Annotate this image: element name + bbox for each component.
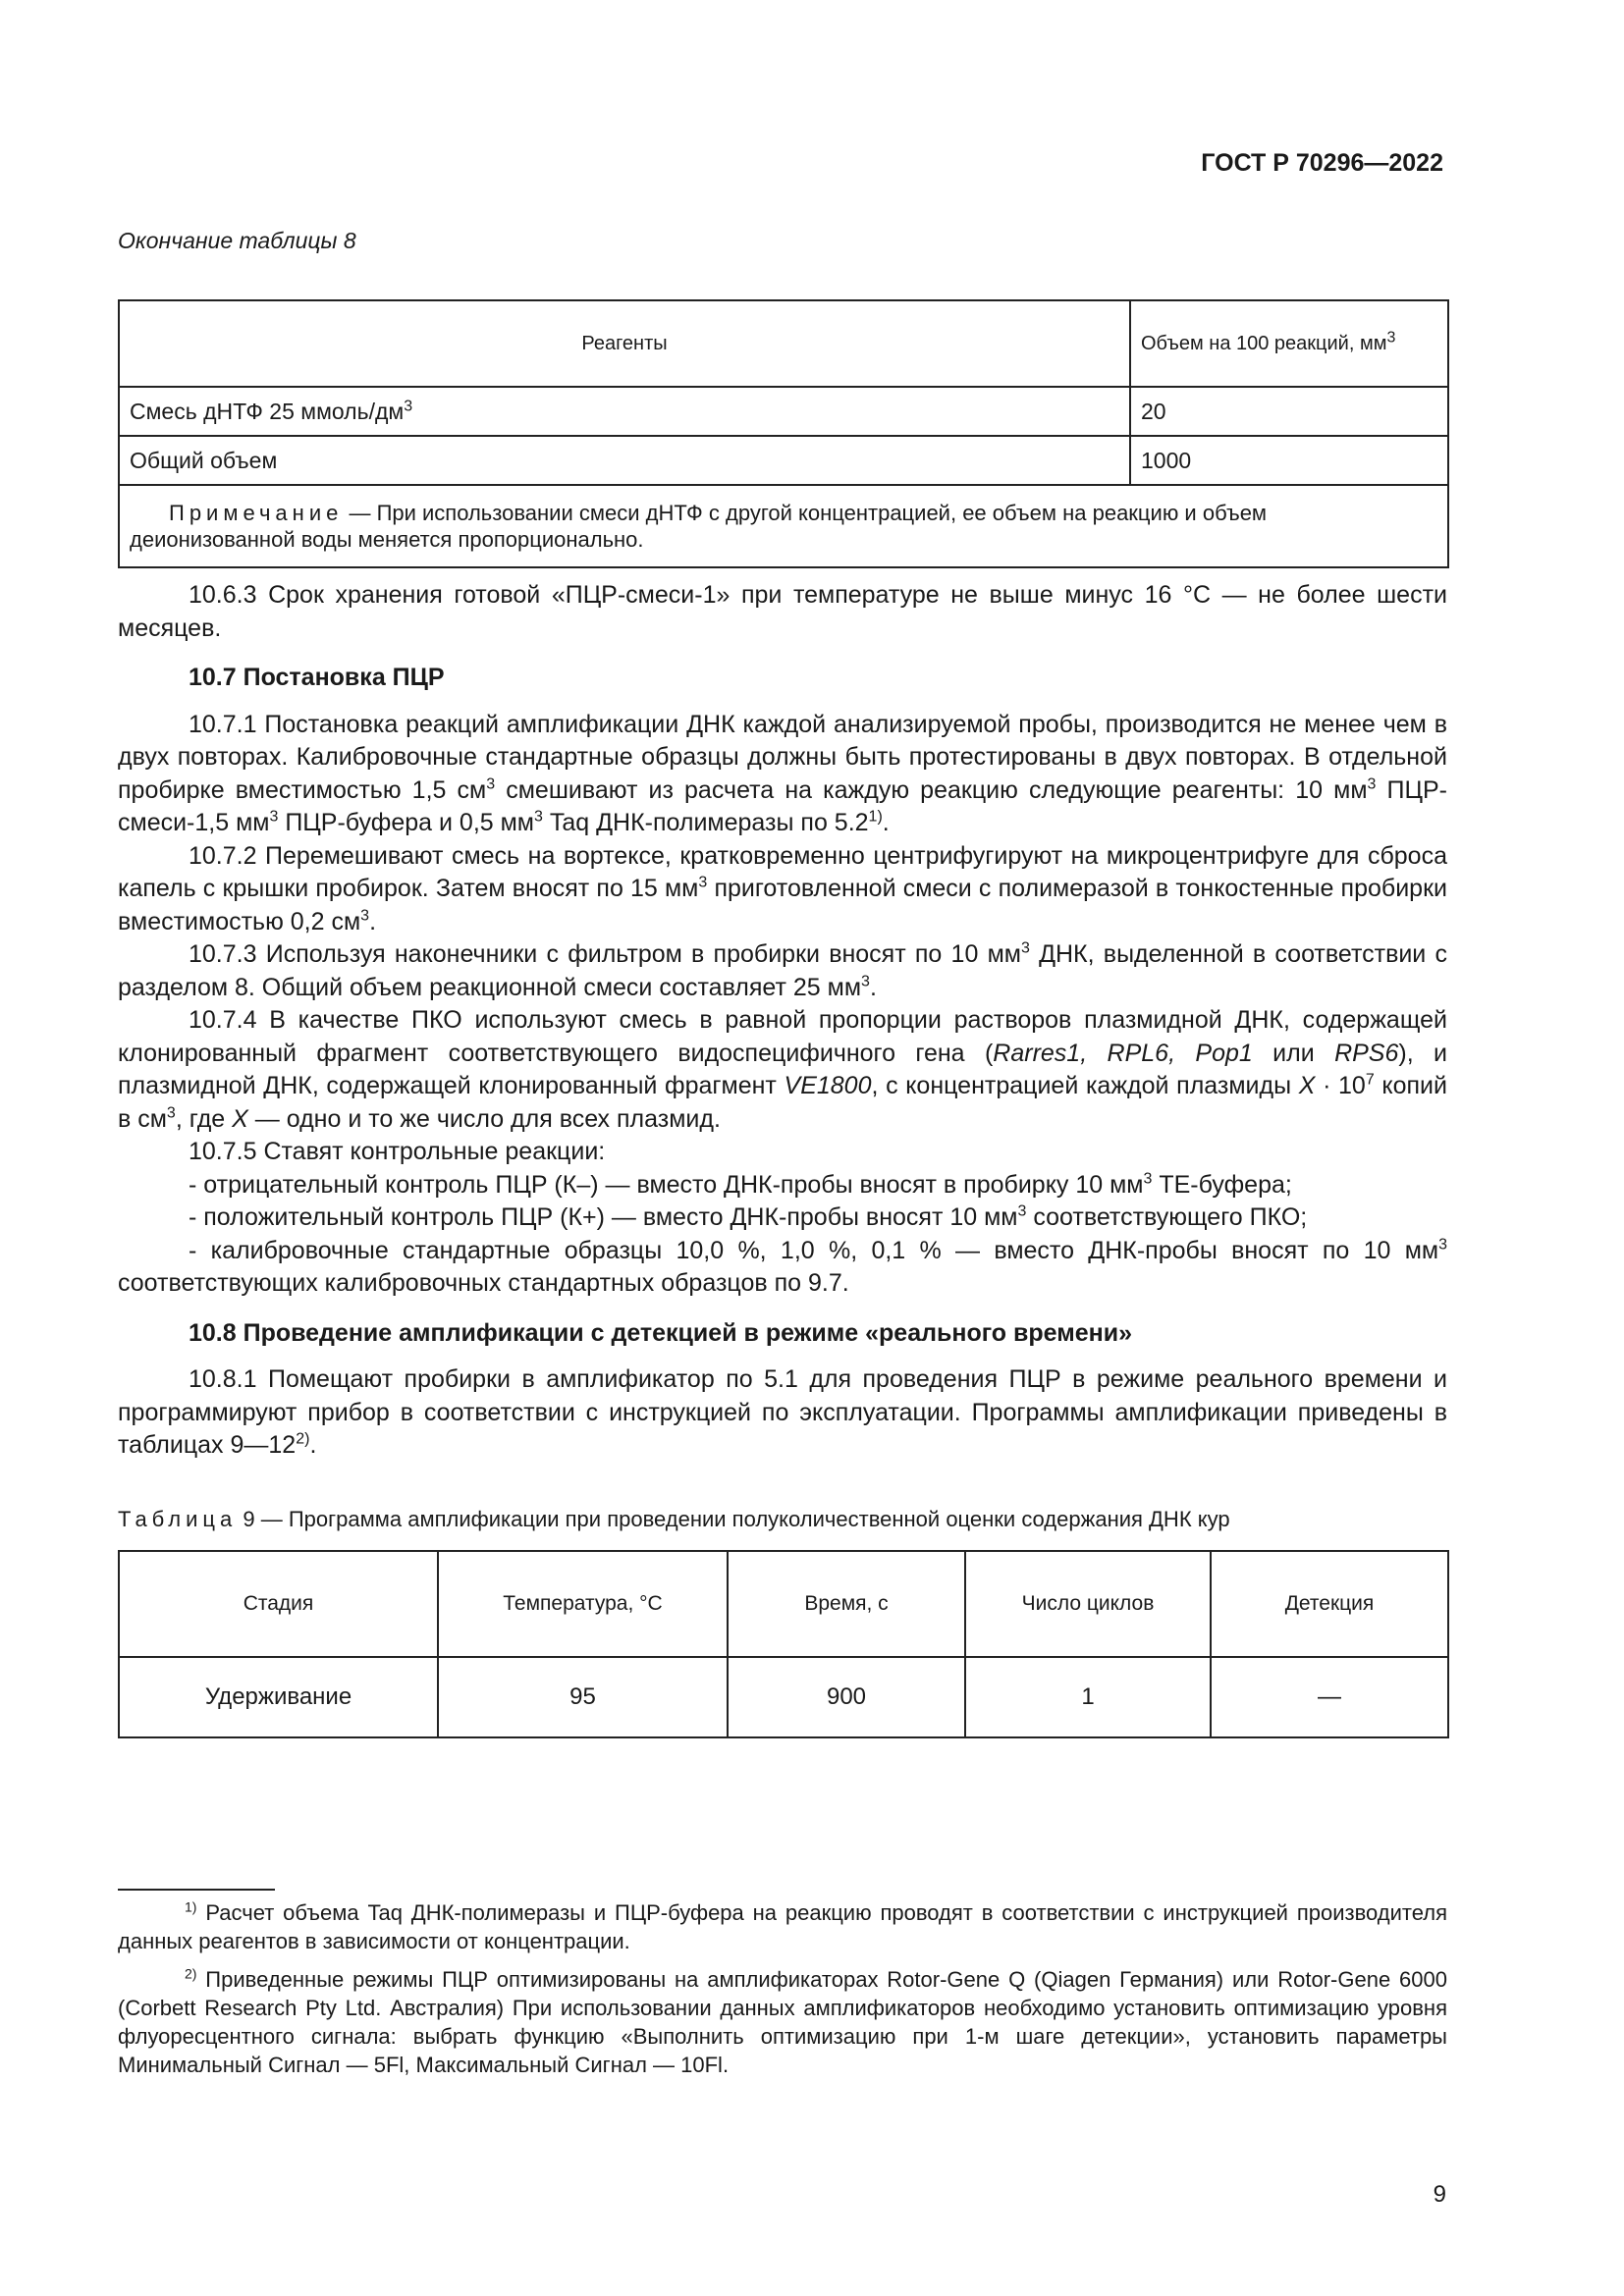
footnote-ref-2: 2) bbox=[296, 1430, 310, 1448]
document-code: ГОСТ Р 70296—2022 bbox=[1201, 149, 1443, 177]
table8-cell-reagent: Смесь дНТФ 25 ммоль/$дм^3$ bbox=[119, 387, 1130, 436]
list-item: - калибровочные стандартные образцы 10,0 %, 1,0 %, 0,1 % — вместо ДНК-пробы вносят по 10 $мм^3$ соответствующих калибровочных стандартных образцов по 9.7. bbox=[118, 1236, 1447, 1297]
table9-header-cycles: Число циклов bbox=[965, 1551, 1211, 1657]
table9-cell-temperature: 95 bbox=[438, 1657, 728, 1737]
list-item: - положительный контроль ПЦР (К+) — вместо ДНК-пробы вносят 10 $мм^3$ соответствующего ПКО; bbox=[189, 1202, 1308, 1231]
table8-header-volume: Объем на 100 реакций, $мм^3$ bbox=[1130, 300, 1448, 387]
footnote-separator bbox=[118, 1889, 275, 1891]
table9-header-time: Время, с bbox=[728, 1551, 965, 1657]
table9-header-row bbox=[119, 1551, 1448, 1657]
table9-cell-time: 900 bbox=[728, 1657, 965, 1737]
paragraph-10-7-1: 10.7.1 Постановка реакций амплификации ДНК каждой анализируемой пробы, производится не менее чем в двух повторах. Калибровочные стандартные образцы должны быть протестированы в двух повторах. В отдельной пробирке вместимостью 1,5 $см^3$ смешивают из расчета на каждую реакцию следующие реагенты: 10 $мм^3$ ПЦР-смеси-1,5 $мм^3$ ПЦР-буфера и 0,5 $мм^3$ Taq ДНК-полимеразы по 5.2$^{1)}$. bbox=[118, 710, 1447, 836]
footnotes bbox=[118, 1898, 1447, 2079]
footnote-1: $^{1)}$ Расчет объема Taq ДНК-полимеразы и ПЦР-буфера на реакцию проводят в соответствии с инструкцией производителя данных реагентов в зависимости от концентрации. bbox=[118, 1898, 1447, 1953]
table9-caption: Таблица 9 — Программа амплификации при проведении полуколичественной оценки содержания ДНК кур bbox=[118, 1507, 1230, 1531]
table8-note-row bbox=[119, 485, 1448, 567]
table8-header-reagents: Реагенты bbox=[119, 300, 1130, 387]
list-item: - отрицательный контроль ПЦР (К–) — вместо ДНК-пробы вносят в пробирку 10 $мм^3$ ТЕ-буфера; bbox=[189, 1170, 1292, 1199]
table-row bbox=[119, 1657, 1448, 1737]
table-8 bbox=[118, 299, 1449, 568]
table9-cell-detection: — bbox=[1211, 1657, 1448, 1737]
table9-header-detection: Детекция bbox=[1211, 1551, 1448, 1657]
table8-cell-volume: 20 bbox=[1130, 387, 1448, 436]
footnote-2: $^{2)}$ Приведенные режимы ПЦР оптимизированы на амплификаторах Rotor-Gene Q (Qiagen Германия) или Rotor-Gene 6000 (Corbett Research Pty Ltd. Австралия) При использовании данных амплификаторов необходимо установить оптимизацию уровня флуоресцентного сигнала: выбрать функцию «Выполнить оптимизацию при 1-м шаге детекции», установить параметры Минимальный Сигнал — 5Fl, Максимальный Сигнал — 10Fl. bbox=[118, 1965, 1447, 2077]
table8-cell-reagent: Общий объем bbox=[119, 436, 1130, 485]
paragraph-10-6-3: 10.6.3 Срок хранения готовой «ПЦР-смеси-1» при температуре не выше минус 16 °С — не более шести месяцев. bbox=[118, 581, 1447, 642]
section-heading-10-7: 10.7 Постановка ПЦР bbox=[189, 664, 445, 691]
table-9 bbox=[118, 1550, 1449, 1738]
table9-header-temperature: Температура, °С bbox=[438, 1551, 728, 1657]
paragraph-10-7-2: 10.7.2 Перемешивают смесь на вортексе, кратковременно центрифугируют на микроцентрифуге для сброса капель с крышки пробирок. Затем вносят по 15 $мм^3$ приготовленной смеси с полимеразой в тонкостенные пробирки вместимостью 0,2 $см^3$. bbox=[118, 841, 1447, 935]
table8-note: Примечание — При использовании смеси дНТФ с другой концентрацией, ее объем на реакцию и объем деионизованной воды меняется пропорционально. bbox=[119, 485, 1448, 567]
table9-cell-cycles: 1 bbox=[965, 1657, 1211, 1737]
table8-header-row bbox=[119, 300, 1448, 387]
table9-cell-stage: Удерживание bbox=[119, 1657, 438, 1737]
paragraph-10-7-5: 10.7.5 Ставят контрольные реакции: bbox=[189, 1138, 606, 1165]
main-text bbox=[118, 579, 1447, 1463]
table8-cell-volume: 1000 bbox=[1130, 436, 1448, 485]
paragraph-10-8-1: 10.8.1 Помещают пробирки в амплификатор по 5.1 для проведения ПЦР в режиме реального времени и программируют прибор в соответствии с инструкцией по эксплуатации. Программы амплификации приведены в таблицах 9—12$^{2)}$. bbox=[118, 1365, 1447, 1459]
section-heading-10-8: 10.8 Проведение амплификации с детекцией в режиме «реального времени» bbox=[189, 1318, 1132, 1347]
page-number: 9 bbox=[1433, 2181, 1446, 2208]
table9-header-stage: Стадия bbox=[119, 1551, 438, 1657]
table8-continuation-caption: Окончание таблицы 8 bbox=[118, 228, 356, 253]
table-row bbox=[119, 436, 1448, 485]
paragraph-10-7-4: 10.7.4 В качестве ПКО используют смесь в равной пропорции растворов плазмидной ДНК, содержащей клонированный фрагмент соответствующего видоспецифичного гена (Rarres1, RPL6, Pop1 или RPS6), и плазмидной ДНК, содержащей клонированный фрагмент VE1800, с концентрацией каждой плазмиды $X \cdot 10^7$ копий в $см^3$, где X — одно и то же число для всех плазмид. bbox=[118, 1006, 1448, 1133]
footnote-ref-1: 1) bbox=[868, 808, 883, 826]
paragraph-10-7-3: 10.7.3 Используя наконечники с фильтром в пробирки вносят по 10 $мм^3$ ДНК, выделенной в соответствии с разделом 8. Общий объем реакционной смеси составляет 25 $мм^3$. bbox=[118, 939, 1447, 1001]
table-row bbox=[119, 387, 1448, 436]
